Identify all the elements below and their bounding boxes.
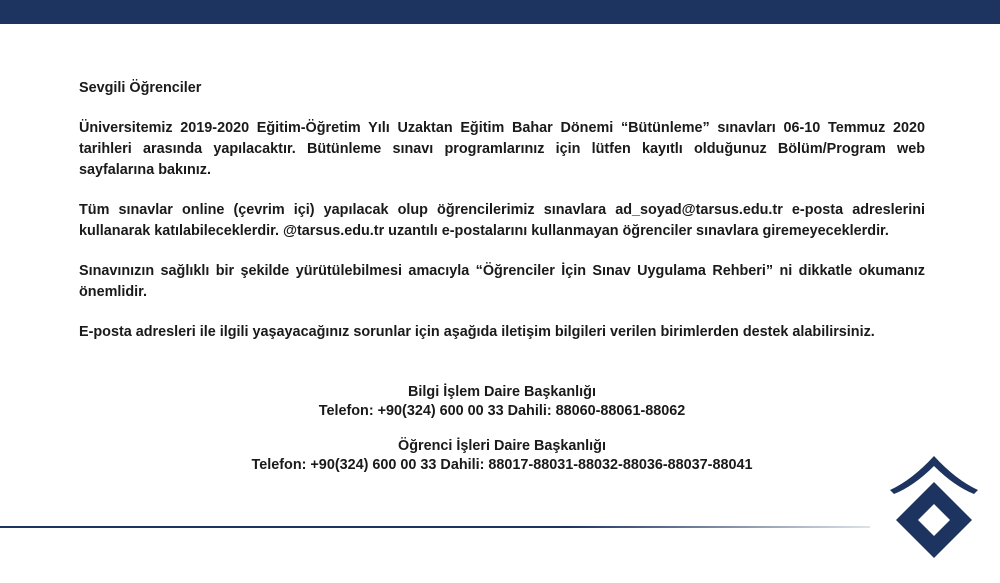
notice-body xyxy=(79,78,925,362)
top-banner-bar xyxy=(0,0,1000,24)
greeting: Sevgili Öğrenciler xyxy=(79,80,202,96)
bottom-divider xyxy=(0,526,870,528)
contact-block-it xyxy=(79,383,925,421)
paragraph-support: E-posta adresleri ile ilgili yaşayacağınız sorunlar için aşağıda iletişim bilgileri verilen birimlerden destek alabilirsiniz. xyxy=(79,324,875,340)
contact-block-student-affairs xyxy=(79,437,925,475)
paragraph-exam-dates: Üniversitemiz 2019-2020 Eğitim-Öğretim Yılı Uzaktan Eğitim Bahar Dönemi “Bütünleme” sınavları 06-10 Temmuz 2020 tarihleri arasında yapılacaktır. Bütünleme sınavı programlarınız için lütfen kayıtlı olduğunuz Bölüm/Program web sayfalarına bakınız. xyxy=(79,120,925,178)
contact-unit-name: Bilgi İşlem Daire Başkanlığı xyxy=(408,384,596,400)
university-emblem-icon xyxy=(884,452,984,562)
contact-phone: Telefon: +90(324) 600 00 33 Dahili: 88060-88061-88062 xyxy=(318,403,686,419)
contact-unit-name: Öğrenci İşleri Daire Başkanlığı xyxy=(398,438,606,454)
contact-phone: Telefon: +90(324) 600 00 33 Dahili: 88017-88031-88032-88036-88037-88041 xyxy=(251,457,753,473)
paragraph-online-exams: Tüm sınavlar online (çevrim içi) yapılacak olup öğrencilerimiz sınavlara ad_soyad@tarsus.edu.tr e-posta adreslerini kullanarak katılabileceklerdir. @tarsus.edu.tr uzantılı e-postalarını kullanmayan öğrenciler sınavlara giremeyeceklerdir. xyxy=(79,202,925,239)
paragraph-exam-guide: Sınavınızın sağlıklı bir şekilde yürütülebilmesi amacıyla “Öğrenciler İçin Sınav Uygulama Rehberi” ni dikkatle okumanız önemlidir. xyxy=(79,263,925,300)
